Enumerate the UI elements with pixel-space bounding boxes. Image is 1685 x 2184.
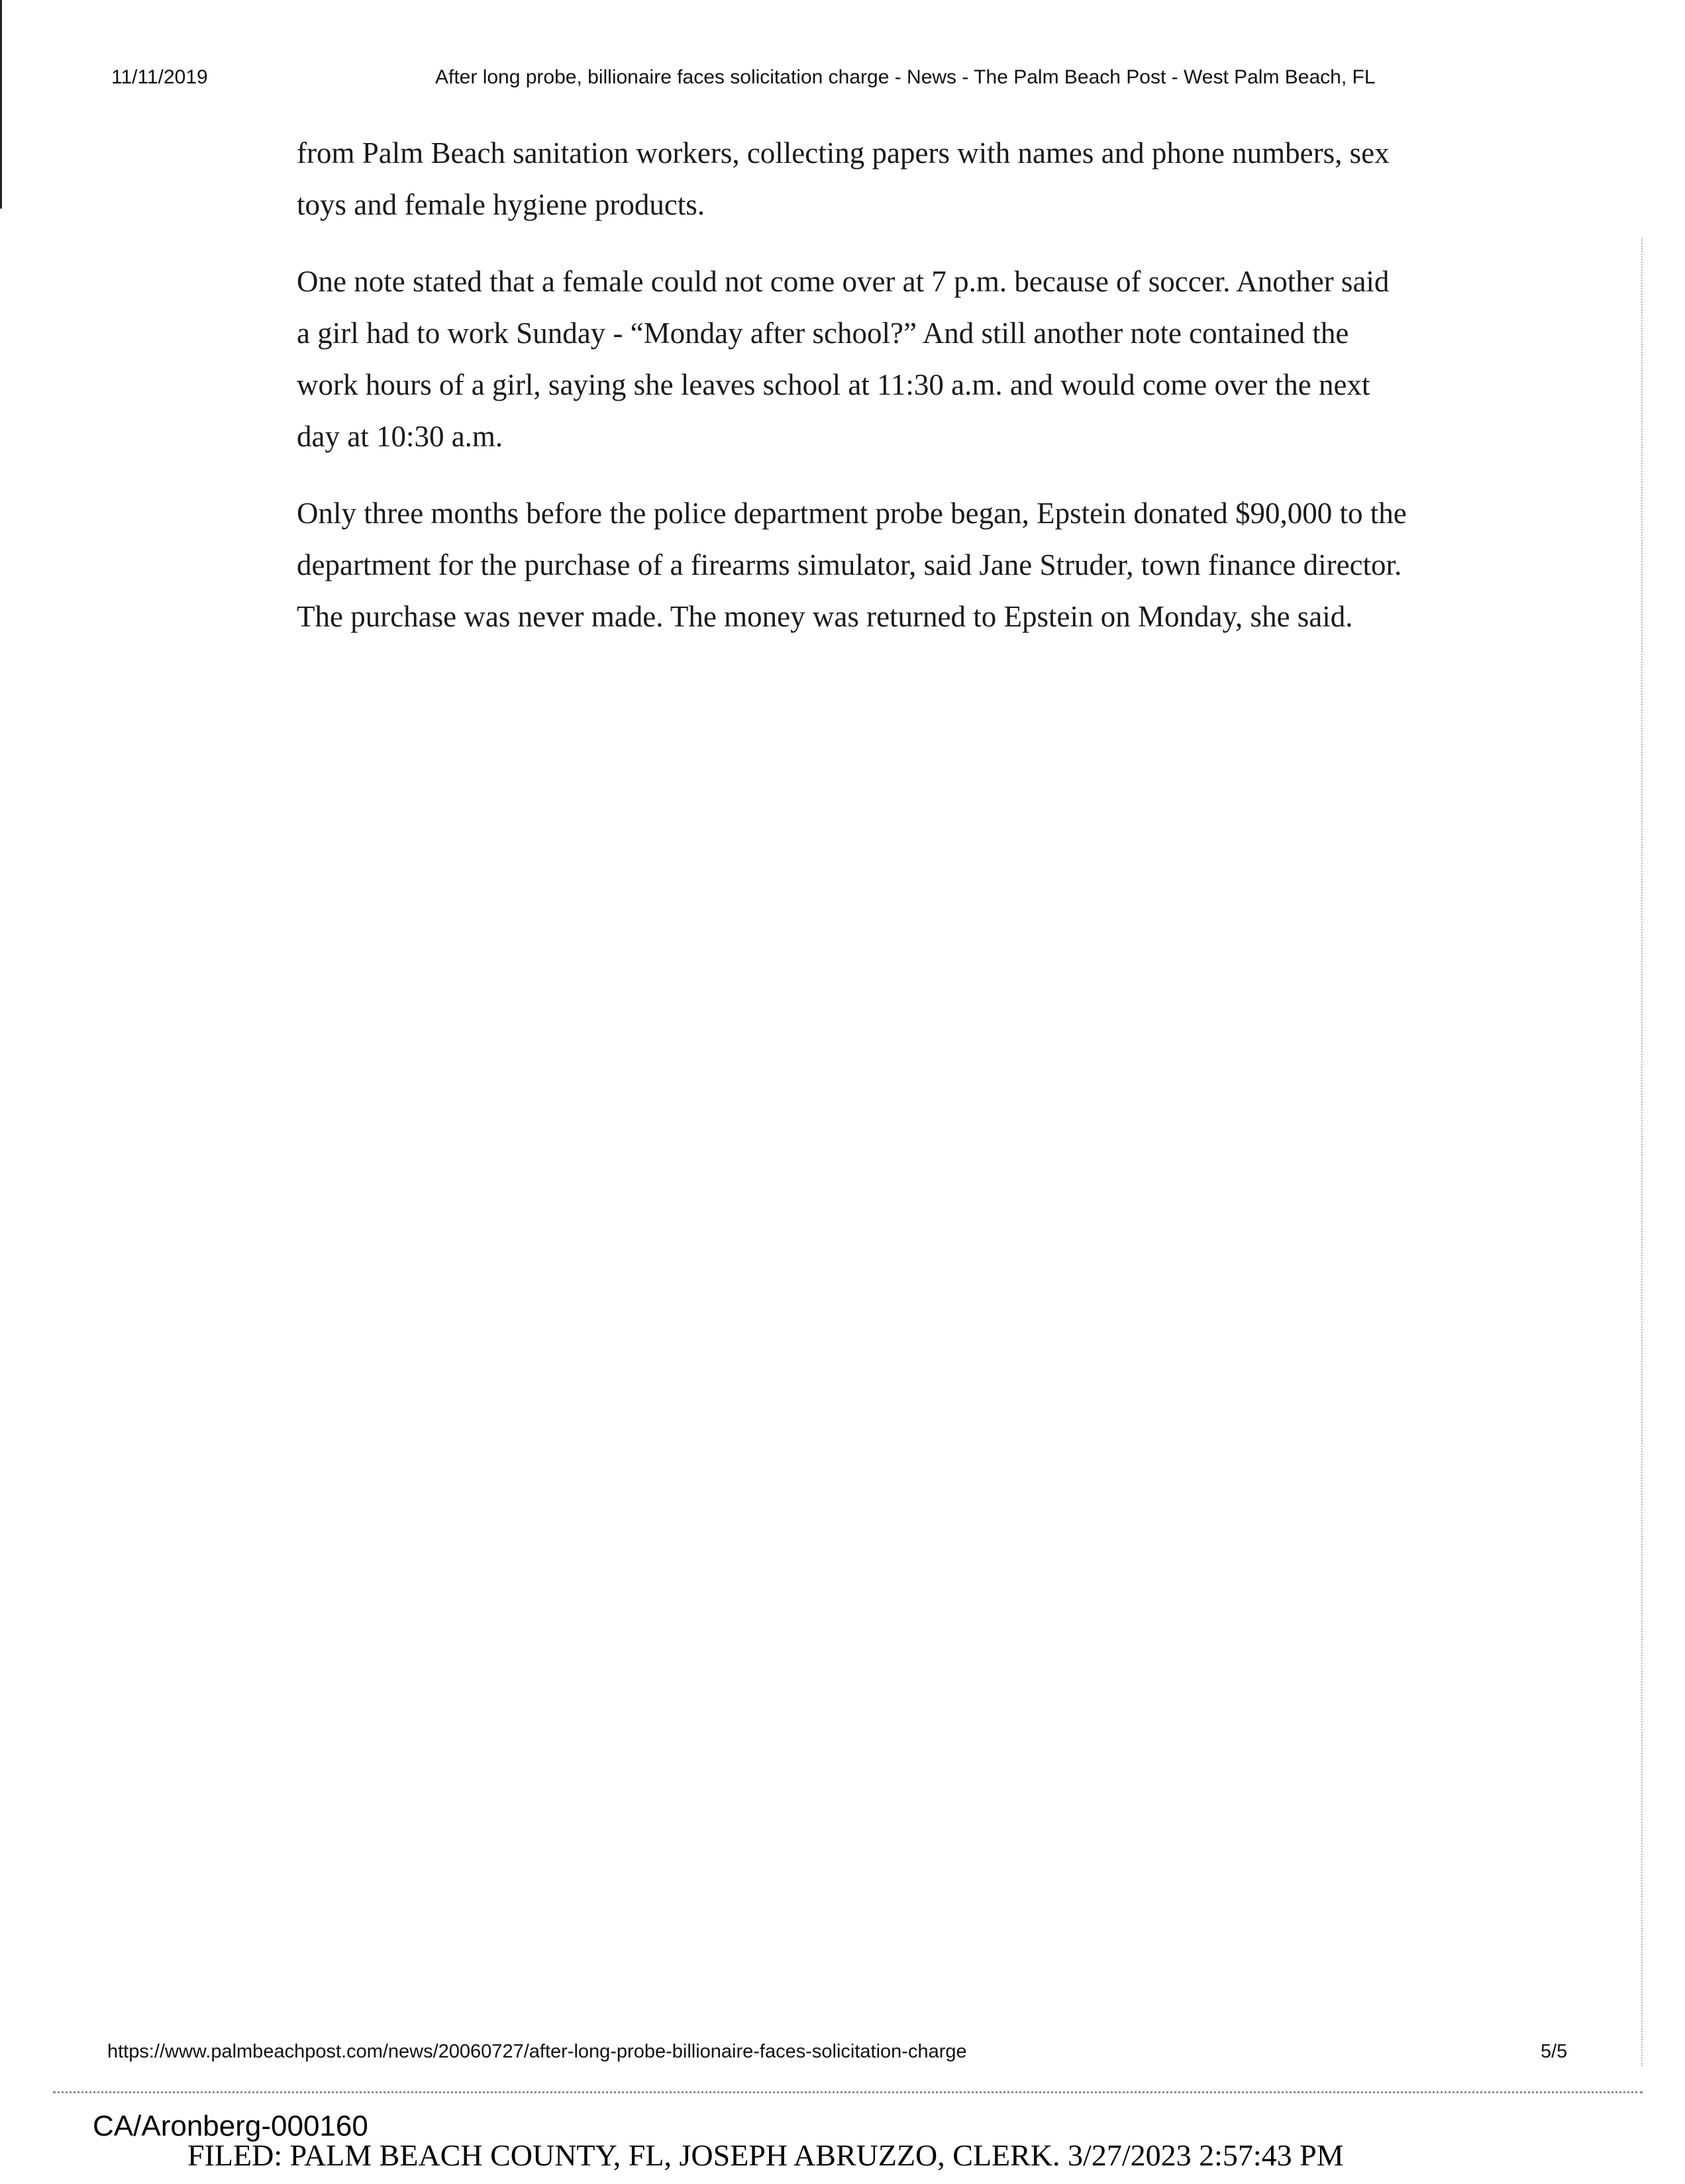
article-body (297, 127, 1409, 668)
print-url: https://www.palmbeachpost.com/news/20060727/after-long-probe-billionaire-faces-solicitation-charge (107, 2041, 967, 2062)
bates-number: CA/Aronberg-000160 (93, 2110, 368, 2142)
print-footer (0, 2041, 1685, 2074)
page-number: 5/5 (1541, 2041, 1568, 2062)
filed-stamp: FILED: PALM BEACH COUNTY, FL, JOSEPH ABRUZZO, CLERK. 3/27/2023 2:57:43 PM (187, 2138, 1344, 2172)
scan-edge-line (0, 0, 2, 209)
scan-dash-artifact (53, 2091, 1643, 2093)
print-date: 11/11/2019 (111, 66, 208, 88)
scan-edge-artifact (1641, 238, 1643, 2066)
article-paragraph: Only three months before the police department probe began, Epstein donated $90,000 to the department for the purchase of a firearms simulator, said Jane Struder, town finance director. The purchase was never made. The money was returned to Epstein on Monday, she said. (297, 497, 1407, 633)
print-header (0, 66, 1685, 99)
article-paragraph: from Palm Beach sanitation workers, collecting papers with names and phone numbers, sex toys and female hygiene products. (297, 136, 1390, 221)
print-title: After long probe, billionaire faces solicitation charge - News - The Palm Beach Post - West Palm Beach, FL (435, 66, 1376, 88)
article-paragraph: One note stated that a female could not come over at 7 p.m. because of soccer. Another said a girl had to work Sunday - “Monday after school?” And still another note contained the work hours of a girl, saying she leaves school at 11:30 a.m. and would come over the next day at 10:30 a.m. (297, 265, 1390, 453)
